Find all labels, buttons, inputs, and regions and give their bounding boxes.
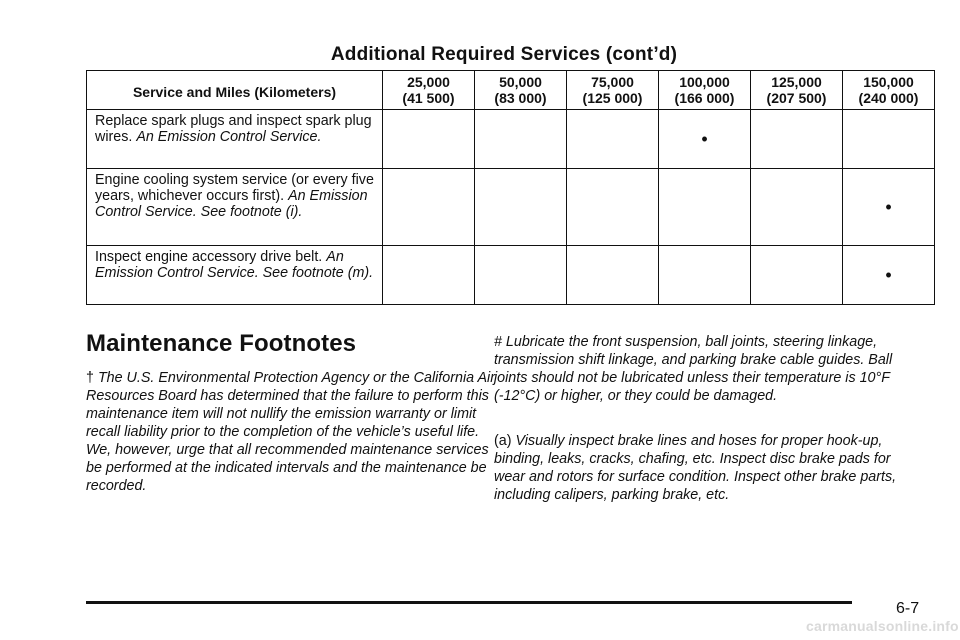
service-note: An Emission Control Service. See footnote (m). [95,249,374,281]
footnote-dagger [86,369,496,495]
interval-cell [567,110,659,169]
header-km: (83 000) [494,90,547,106]
header-km: (240 000) [858,90,919,106]
service-bullet: • [885,197,892,217]
table-row [87,169,935,246]
dagger-symbol: † [86,370,94,386]
table-row [87,246,935,305]
interval-cell [659,169,751,246]
service-description [87,169,383,246]
header-interval-4 [659,71,751,110]
header-miles: 50,000 [499,74,542,90]
service-text: Engine cooling system service (or every five years, whichever occurs first). [95,172,374,204]
footnote-a [494,432,919,504]
service-description [87,246,383,305]
header-service-miles: Service and Miles (Kilometers) [87,71,383,110]
interval-cell [751,246,843,305]
interval-cell [475,246,567,305]
interval-cell [843,110,935,169]
header-interval-6 [843,71,935,110]
interval-cell [843,169,935,246]
header-km: (125 000) [582,90,643,106]
footer-rule [86,601,852,604]
table-row [87,110,935,169]
table-title: Additional Required Services (cont’d) [330,44,678,65]
footnote-dagger-text: The U.S. Environmental Protection Agency or the California Air Resources Board has determined that the failure to perform this maintenance item will not nullify the emission warranty or limit recall liability prior to the completion of the vehicle’s useful life. We, however, urge that all recommended maintenance services be performed at the indicated intervals and the maintenance be recorded. [86,370,495,494]
header-miles: 150,000 [863,74,914,90]
header-km: (207 500) [766,90,827,106]
interval-cell [751,169,843,246]
header-miles: 100,000 [679,74,730,90]
interval-cell [383,110,475,169]
header-km: (166 000) [674,90,735,106]
service-note: An Emission Control Service. See footnote (i). [95,188,368,220]
service-text: Replace spark plugs and inspect spark plug wires. [95,113,372,145]
header-miles: 25,000 [407,74,450,90]
header-interval-5 [751,71,843,110]
page-number: 6-7 [896,600,920,617]
interval-cell [475,169,567,246]
header-miles: 125,000 [771,74,822,90]
interval-cell [567,169,659,246]
interval-cell [567,246,659,305]
footnote-hash: # Lubricate the front suspension, ball joints, steering linkage, transmission shift linkage, and parking brake cable guides. Ball joints should not be lubricated unless their temperature is 10°F (-12°C) or higher, or they could be damaged. [494,334,893,404]
header-miles: 75,000 [591,74,634,90]
interval-cell [843,246,935,305]
header-interval-2 [475,71,567,110]
interval-cell [659,246,751,305]
service-note: An Emission Control Service. [136,129,322,145]
header-interval-3 [567,71,659,110]
interval-cell [383,246,475,305]
header-interval-1 [383,71,475,110]
service-description [87,110,383,169]
interval-cell [383,169,475,246]
service-bullet: • [701,129,708,149]
interval-cell [475,110,567,169]
service-bullet: • [885,265,892,285]
interval-cell [751,110,843,169]
watermark: carmanualsonline.info [806,618,959,634]
service-text: Inspect engine accessory drive belt. [95,249,323,265]
interval-cell [659,110,751,169]
footnotes-heading: Maintenance Footnotes [86,330,357,357]
footnote-a-text: Visually inspect brake lines and hoses for proper hook-up, binding, leaks, cracks, chafing, etc. Inspect disc brake pads for wear and rotors for surface condition. Inspect other brake parts, including calipers, parking brake, etc. [494,433,897,503]
services-table [86,70,935,305]
table-header-row [87,71,935,110]
footnote-a-label: (a) [494,433,512,449]
header-km: (41 500) [402,90,455,106]
